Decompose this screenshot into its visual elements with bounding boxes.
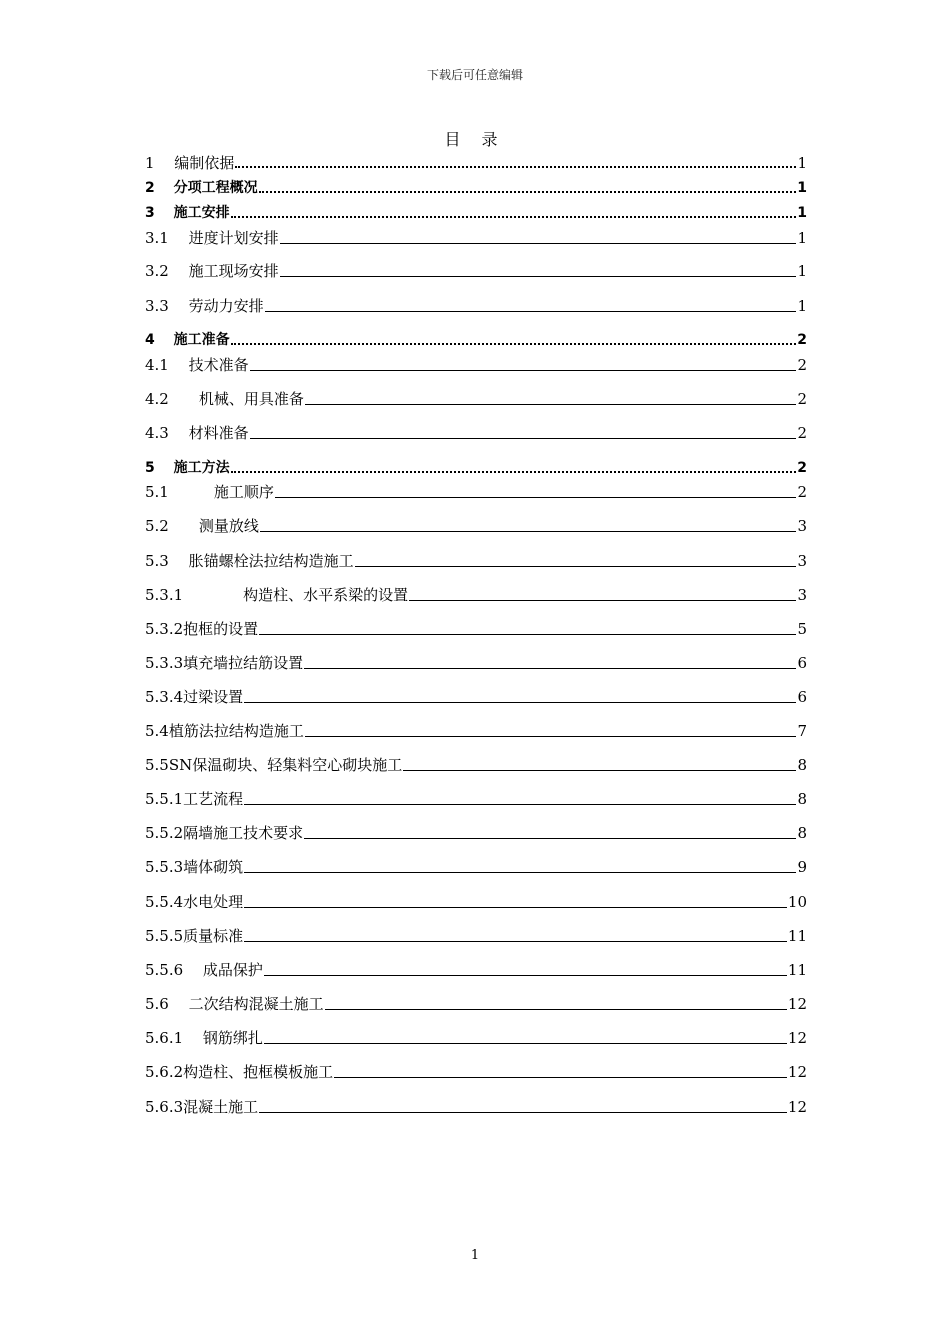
toc-leader (244, 872, 796, 873)
page-number: 1 (470, 1248, 480, 1263)
toc-leader (334, 1077, 787, 1078)
toc-entry[interactable] (145, 923, 807, 945)
toc-title: 目 录 (444, 130, 506, 149)
toc-entry[interactable] (145, 889, 807, 911)
toc-entry-label: 5.3.3填充墙拉结筋设置 (145, 654, 304, 672)
toc-entry[interactable] (145, 957, 807, 979)
toc-entry[interactable] (145, 991, 807, 1013)
toc-entry-page: 12 (787, 1098, 807, 1116)
toc-leader (250, 438, 797, 439)
toc-entry-page: 12 (787, 1063, 807, 1081)
toc-leader (231, 471, 797, 473)
toc-leader (304, 838, 796, 839)
toc-entry-page: 2 (797, 332, 807, 348)
toc-entry-label: 5.3.4过梁设置 (145, 688, 244, 706)
toc-leader (264, 1043, 787, 1044)
toc-leader (403, 770, 796, 771)
toc-leader (305, 736, 797, 737)
toc-entry-page: 2 (797, 424, 807, 442)
toc-entry[interactable] (145, 479, 807, 501)
toc-entry-label: 1 编制依据 (145, 154, 235, 172)
toc-entry-label: 5.6.2构造柱、抱框模板施工 (145, 1063, 334, 1081)
toc-entry-page: 1 (797, 229, 807, 247)
toc-entry[interactable] (145, 650, 807, 672)
toc-leader (231, 216, 797, 218)
toc-entry[interactable] (145, 786, 807, 808)
toc-entry-page: 2 (797, 483, 807, 501)
toc-entry[interactable] (145, 548, 807, 570)
toc-entry-page: 2 (797, 460, 807, 476)
toc-entry-label: 5.5.6 成品保护 (145, 961, 263, 979)
toc-leader (265, 311, 797, 312)
toc-leader (259, 1112, 787, 1113)
toc-entry-page: 12 (787, 995, 807, 1013)
toc-entry-label: 5.3.2抱框的设置 (145, 620, 259, 638)
toc-entry-label: 5.5.2隔墙施工技术要求 (145, 824, 304, 842)
toc-entry[interactable] (145, 386, 807, 408)
toc-entry[interactable] (145, 352, 807, 374)
toc-entry[interactable] (145, 1025, 807, 1047)
toc-entry[interactable] (145, 1059, 807, 1081)
toc-entry-label: 5.6 二次结构混凝土施工 (145, 995, 324, 1013)
toc-entry[interactable] (145, 175, 807, 197)
toc-entry-label: 5.5.3墙体砌筑 (145, 858, 244, 876)
toc-entry-label: 5.4植筋法拉结构造施工 (145, 722, 304, 740)
toc-leader (244, 702, 796, 703)
toc-entry-label: 2 分项工程概况 (145, 180, 258, 196)
toc-leader (244, 907, 787, 908)
toc-entry-label: 5.5SN保温砌块、轻集料空心砌块施工 (145, 756, 403, 774)
toc-entry[interactable] (145, 684, 807, 706)
toc-entry-page: 6 (797, 688, 807, 706)
toc-entry-label: 5.6.3混凝土施工 (145, 1098, 259, 1116)
toc-entry-label: 5.1 施工顺序 (145, 483, 274, 501)
toc-leader (305, 404, 797, 405)
toc-leader (355, 566, 797, 567)
toc-entry[interactable] (145, 293, 807, 315)
toc-entry[interactable] (145, 420, 807, 442)
toc-leader (244, 941, 787, 942)
toc-entry-page: 3 (797, 552, 807, 570)
toc-entry-page: 6 (797, 654, 807, 672)
toc-entry-page: 3 (797, 517, 807, 535)
toc-entry[interactable] (145, 1094, 807, 1116)
toc-entry-label: 4.1 技术准备 (145, 356, 249, 374)
toc-entry-label: 3.3 劳动力安排 (145, 297, 264, 315)
toc-leader (325, 1009, 787, 1010)
toc-entry[interactable] (145, 225, 807, 247)
toc-leader (259, 191, 797, 193)
toc-entry[interactable] (145, 455, 807, 477)
toc-entry[interactable] (145, 150, 807, 172)
toc-leader (304, 668, 796, 669)
toc-leader (260, 531, 797, 532)
toc-entry[interactable] (145, 582, 807, 604)
toc-entry-label: 3 施工安排 (145, 205, 230, 221)
toc-entry-label: 3.1 进度计划安排 (145, 229, 279, 247)
toc-entry-page: 10 (787, 893, 807, 911)
toc-leader (264, 975, 787, 976)
toc-entry[interactable] (145, 513, 807, 535)
toc-leader (231, 343, 797, 345)
toc-entry-page: 1 (797, 297, 807, 315)
toc-entry-label: 4.3 材料准备 (145, 424, 249, 442)
toc-entry-label: 5.6.1 钢筋绑扎 (145, 1029, 263, 1047)
toc-entry-page: 2 (797, 356, 807, 374)
toc-entry-label: 5 施工方法 (145, 460, 230, 476)
toc-entry-label: 5.2 测量放线 (145, 517, 259, 535)
toc-entry-label: 4 施工准备 (145, 332, 230, 348)
toc-entry[interactable] (145, 327, 807, 349)
page-header: 下载后可任意编辑 (426, 68, 523, 82)
toc-entry-label: 3.2 施工现场安排 (145, 262, 279, 280)
toc-entry-page: 2 (797, 390, 807, 408)
toc-leader (275, 497, 797, 498)
toc-entry-label: 5.5.1工艺流程 (145, 790, 244, 808)
table-of-contents (145, 0, 807, 1344)
toc-leader (280, 276, 797, 277)
toc-leader (409, 600, 796, 601)
toc-entry-page: 7 (797, 722, 807, 740)
toc-entry-page: 8 (797, 790, 807, 808)
toc-entry-page: 11 (787, 927, 807, 945)
toc-entry[interactable] (145, 854, 807, 876)
toc-leader (280, 243, 797, 244)
toc-entry-page: 1 (797, 205, 807, 221)
toc-entry-label: 5.3.1 构造柱、水平系梁的设置 (145, 586, 409, 604)
toc-leader (244, 804, 796, 805)
toc-entry[interactable] (145, 820, 807, 842)
toc-entry-page: 5 (797, 620, 807, 638)
toc-entry-page: 8 (797, 756, 807, 774)
toc-entry[interactable] (145, 718, 807, 740)
toc-entry[interactable] (145, 752, 807, 774)
toc-leader (259, 634, 796, 635)
toc-entry-label: 4.2 机械、用具准备 (145, 390, 304, 408)
toc-entry-page: 12 (787, 1029, 807, 1047)
toc-entry[interactable] (145, 258, 807, 280)
toc-entry-page: 1 (797, 180, 807, 196)
toc-entry-page: 3 (797, 586, 807, 604)
toc-entry-page: 8 (797, 824, 807, 842)
toc-entry[interactable] (145, 200, 807, 222)
toc-leader (250, 370, 797, 371)
toc-entry-page: 9 (797, 858, 807, 876)
toc-entry-page: 1 (797, 154, 807, 172)
toc-leader (235, 166, 796, 168)
toc-entry-label: 5.5.5质量标准 (145, 927, 244, 945)
toc-entry-page: 11 (787, 961, 807, 979)
toc-entry-page: 1 (797, 262, 807, 280)
toc-entry-label: 5.5.4水电处理 (145, 893, 244, 911)
toc-entry-label: 5.3 胀锚螺栓法拉结构造施工 (145, 552, 354, 570)
toc-entry[interactable] (145, 616, 807, 638)
